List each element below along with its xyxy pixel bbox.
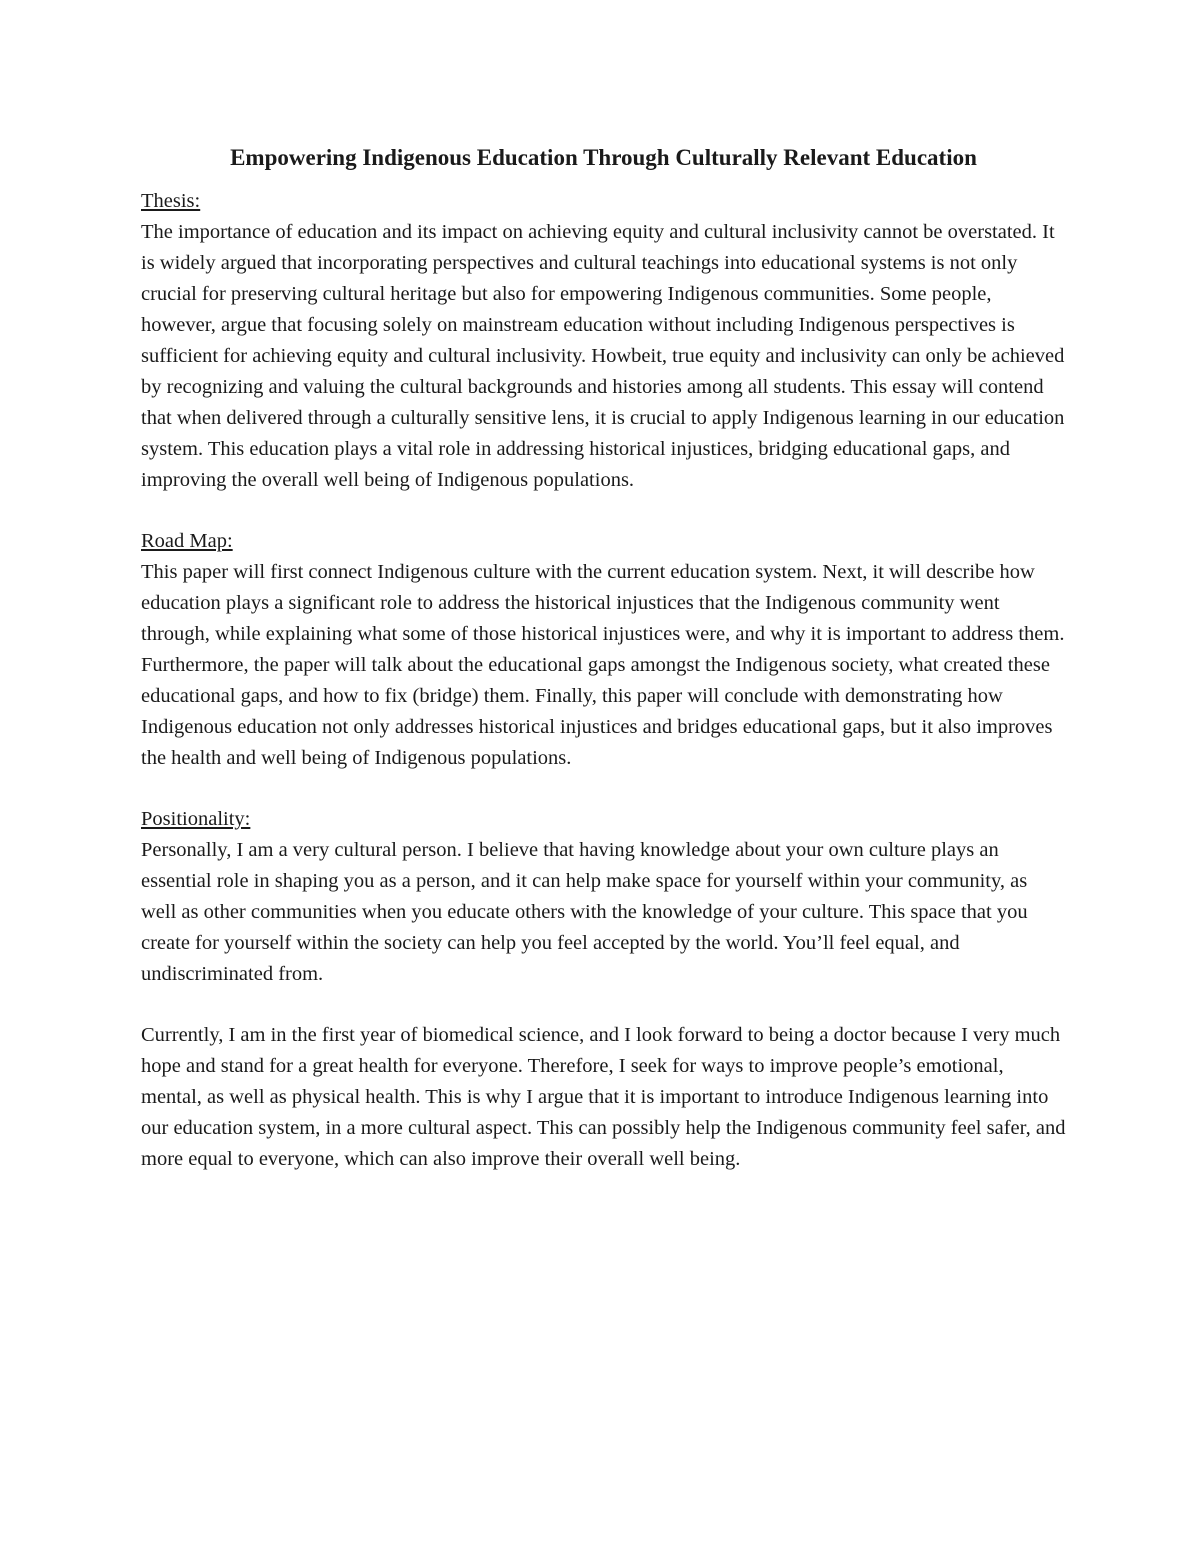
section-heading-thesis: Thesis: <box>141 190 201 212</box>
document-title: Empowering Indigenous Education Through Culturally Relevant Education <box>230 145 977 170</box>
section-body-road-map: This paper will first connect Indigenous culture with the current education system. Next, it will describe how education plays a significant role to address the historical injustices that the Indigenous community went through, while explaining what some of those historical injustices were, and why it is important to address them. Furthermore, the paper will talk about the educational gaps amongst the Indigenous society, what created these educational gaps, and how to fix (bridge) them. Finally, this paper will conclude with demonstrating how Indigenous education not only addresses historical injustices and bridges educational gaps, but it also improves the health and well being of Indigenous populations. <box>141 561 1065 769</box>
section-body-thesis: The importance of education and its impact on achieving equity and cultural inclusivity cannot be overstated. It is widely argued that incorporating perspectives and cultural teachings into educational systems is not only crucial for preserving cultural heritage but also for empowering Indigenous communities. Some people, however, argue that focusing solely on mainstream education without including Indigenous perspectives is sufficient for achieving equity and cultural inclusivity. Howbeit, true equity and inclusivity can only be achieved by recognizing and valuing the cultural backgrounds and histories among all students. This essay will contend that when delivered through a culturally sensitive lens, it is crucial to apply Indigenous learning in our education system. This education plays a vital role in addressing historical injustices, bridging educational gaps, and improving the overall well being of Indigenous populations. <box>141 221 1065 491</box>
section-heading-positionality: Positionality: <box>141 808 251 830</box>
section-thesis <box>141 186 1066 496</box>
section-positionality <box>141 804 1066 990</box>
section-heading-road-map: Road Map: <box>141 530 233 552</box>
section-road-map <box>141 526 1066 774</box>
section-closing <box>141 1020 1066 1175</box>
closing-paragraph: Currently, I am in the first year of biomedical science, and I look forward to being a doctor because I very much hope and stand for a great health for everyone. Therefore, I seek for ways to improve people’s emotional, mental, as well as physical health. This is why I argue that it is important to introduce Indigenous learning into our education system, in a more cultural aspect. This can possibly help the Indigenous community feel safer, and more equal to everyone, which can also improve their overall well being. <box>141 1024 1066 1170</box>
document-page <box>141 140 1066 1205</box>
section-body-positionality: Personally, I am a very cultural person. I believe that having knowledge about your own culture plays an essential role in shaping you as a person, and it can help make space for yourself within your community, as well as other communities when you educate others with the knowledge of your culture. This space that you create for yourself within the society can help you feel accepted by the world. You’ll feel equal, and undiscriminated from. <box>141 839 1028 985</box>
